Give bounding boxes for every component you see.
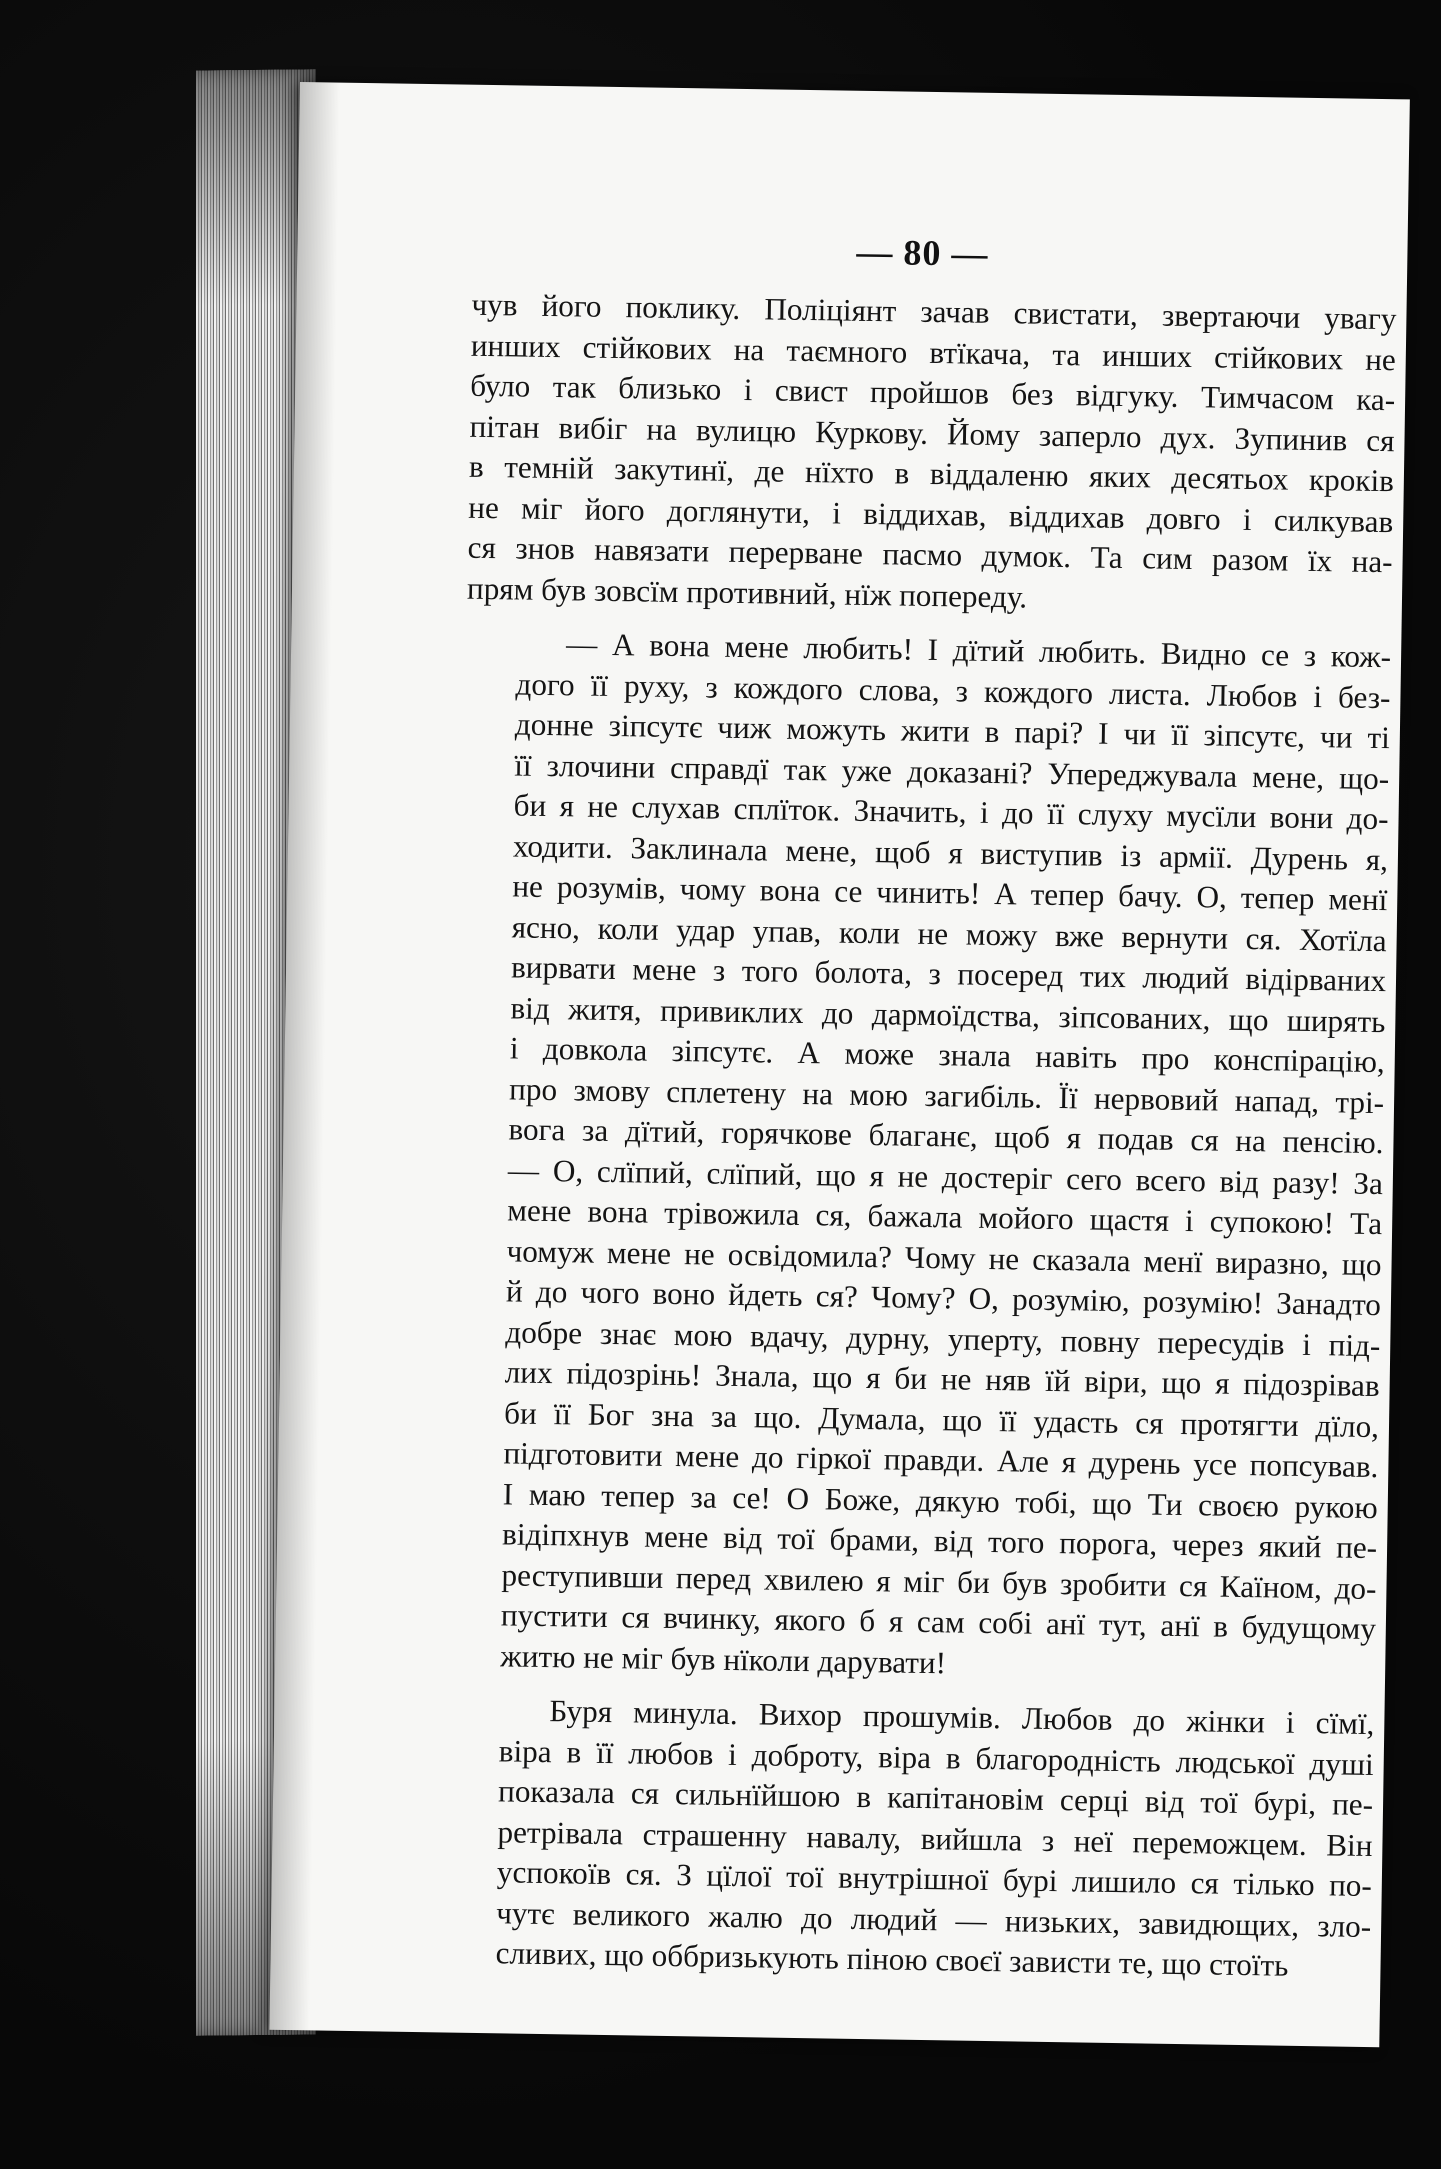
text-line: лих підозрінь! Знала, що я би не няв їй віри, що я підозрівав [504,1354,1380,1404]
text-line: було так близько і свист пройшов без відгуку. Тимчасом ка- [469,367,1396,418]
paragraph [450,623,1391,1690]
text-line: її злочини справдї так уже доказані? Упереджувала мене, що- [514,746,1390,796]
text-line: би її Бог зна за що. Думала, що її удасть ся протягти дїло, [503,1394,1380,1444]
text-line: успокоїв ся. З цїлої тої внутрішної бурі лишило ся тілько по- [496,1854,1373,1904]
text-line: вога за дїтий, горячкове благанє, щоб я подав ся на пенсію. [508,1111,1384,1161]
text-line: би я не слухав сплїток. Значить, і до її слуху мусїли вони до- [513,787,1389,837]
text-line: не міг його доглянути, і віддихав, віддихав довго і силкував [468,489,1394,539]
text-line: віра в її любов і доброту, віра в благородність людської душі [498,1732,1374,1782]
text-line: пустити ся вчинку, якого б я сам собі анї тут, анї в будущому [500,1597,1377,1647]
text-line: чомуж мене не освідомила? Чому не сказала менї виразно, що [506,1232,1382,1282]
text-line: инших стійкових на таємного втїкача, та инших стійкових не [470,327,1397,377]
text-line: житю не міг був нїколи дарувати! [500,1637,947,1680]
text-line: Буря минула. Вихор прошумів. Любов до жінки і сїмї, [549,1693,1375,1742]
text-line: мене вона трівожила ся, бажала мойого щастя і супокою! Та [507,1192,1383,1242]
text-line: від житя, привиклих до дармоїдства, зіпсованих, що ширять [510,989,1386,1039]
page-number: — 80 — [856,231,989,274]
book-page [269,82,1409,2047]
text-line: ся знов навязати перерване пасмо думок. Та сим разом їх на- [467,529,1393,580]
text-line: реступивши перед хвилею я міг би був зробити ся Каїном, до- [501,1556,1377,1606]
text-line: ретрівала страшенну навалу, вийшла з неї переможцем. Він [497,1813,1373,1863]
body-text [445,285,1397,2002]
text-line: пітан вибіг на вулицю Куркову. Йому заперло дух. Зупинив ся [469,408,1395,458]
text-line: прям був зовсїм противний, нїж попереду. [466,570,1028,614]
text-line: чув його поклику. Поліціянт зачав свистати, звертаючи увагу [471,286,1397,337]
text-line: вирвати мене з того болота, з посеред тих людий відірваних [510,949,1387,999]
text-line: підготовити мене до гіркої правди. Але я дурень усе попсував. [503,1435,1379,1485]
text-line: й до чого воно йдеть ся? Чому? О, розумію, розумію! Занадто [505,1273,1382,1323]
text-line: дого її руху, з кождого слова, з кождого листа. Любов і без- [515,665,1391,715]
text-line: відіпхнув мене від тої брами, від того порога, через який пе- [501,1516,1378,1566]
text-line: — О, слїпий, слїпий, що я не достеріг сего всего від разу! За [507,1151,1384,1201]
text-line: в темній закутинї, де нїхто в віддаленю яких десятьох кроків [468,448,1395,499]
text-line: не розумів, чому вона се чинить! А тепер бачу. О, тепер менї [512,868,1388,918]
text-line: чутє великого жалю до людий — низьких, завидющих, зло- [496,1894,1372,1944]
text-line: — А вона мене любить! І дїтий любить. Видно се з кож- [565,626,1392,675]
text-line: добре знає мою вдачу, дурну, уперту, повну пересудів і під- [505,1313,1381,1363]
text-line: ходити. Заклинала мене, щоб я виступив із армії. Дурень я, [512,827,1389,877]
paragraph [467,285,1397,623]
text-line: ясно, коли удар упав, коли не можу вже вернути ся. Хотїла [511,908,1387,958]
text-line: І маю тепер за се! О Боже, дякую тобі, що Ти своєю рукою [502,1475,1379,1525]
paragraph [445,1690,1374,1988]
text-line: донне зіпсутє чиж можуть жити в парі? І чи її зіпсутє, чи ті [514,706,1391,756]
text-line: показала ся сильнїйшою в капітановім серці від тої бурі, пе- [497,1773,1374,1823]
text-line: і довкола зіпсутє. А може знала навіть про конспірацію, [509,1030,1386,1080]
text-line: про змову сплетену на мою загибіль. Її нервовий напад, трі- [508,1070,1385,1120]
text-line: сливих, що оббризькують піною своєї зависти те, що стоїть [495,1935,1289,1983]
